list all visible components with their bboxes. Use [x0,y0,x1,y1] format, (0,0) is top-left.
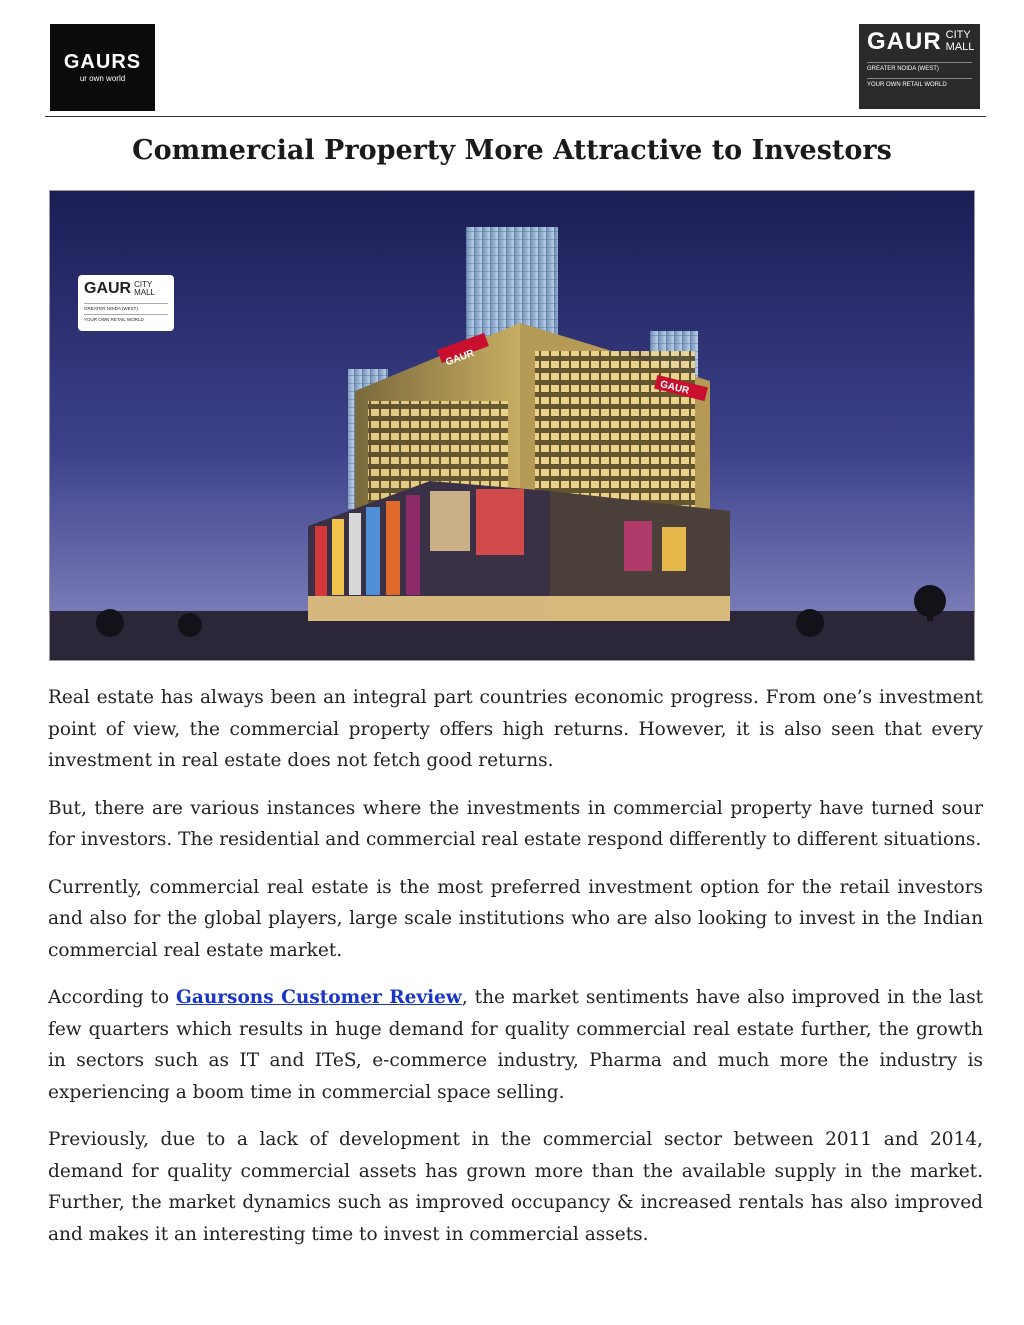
gaurs-logo-tagline: ur own world [79,74,126,83]
paragraph-4-lead: According to [48,987,177,1008]
article-title: Commercial Property More Attractive to Investors [132,135,892,166]
paragraph-1: Real estate has always been an integral part countries economic progress. From one’s investment point of view, the commercial property offers high returns. However, it is also seen that every investment in real estate does not fetch good returns. [48,687,983,771]
gaur-city-mall-logo-line1: CITY [945,29,971,42]
gaur-city-mall-logo-brand: GAUR [867,28,942,55]
header-divider [45,116,986,117]
paragraph-4-rest: , the market sentiments have also improved in the last few quarters which results in huge demand for quality commercial real estate further, the growth in sectors such as IT and ITeS, e-commerce industry, Pharma and much more the industry is experiencing a boom time in commercial space selling. [48,987,983,1103]
gaurs-logo-brand: GAURS [63,51,142,73]
mall-building-image [49,190,975,661]
badge-line2: MALL [134,288,156,297]
gaur-city-mall-logo-line2: MALL [945,41,975,53]
badge-slogan: YOUR OWN RETAIL WORLD [84,314,168,322]
paragraph-2: But, there are various instances where the investments in commercial property have turned sour for investors. The residential and commercial real estate respond differently to different situations. [48,797,983,850]
badge-location: GREATER NOIDA (WEST) [84,303,168,311]
article-body [48,682,983,1266]
paragraph-5: Previously, due to a lack of development in the commercial sector between 2011 and 2014, demand for quality commercial assets has grown more than the available supply in the market. Further, the market dynamics such as improved occupancy & increased rentals has also improved and makes it an interesting time to invest in commercial assets. [48,1129,983,1245]
badge-brand: GAUR [84,280,132,297]
building-sign-right-text: GAUR [658,379,691,397]
building-sign-left-text: GAUR [444,347,476,369]
paragraph-3: Currently, commercial real estate is the most preferred investment option for the retail investors and also for the global players, large scale institutions who are also looking to invest in the Indian commercial real estate market. [48,876,983,961]
paragraph-4 [48,982,983,1108]
gaursons-customer-review-link[interactable]: Gaursons Customer Review [176,987,462,1008]
gaur-city-mall-logo-slogan: YOUR OWN RETAIL WORLD [867,78,972,88]
gaur-city-mall-logo [859,24,980,109]
gaur-city-mall-badge [78,275,174,331]
gaur-city-mall-logo-location: GREATER NOIDA (WEST) [867,62,972,72]
badge-line1: CITY [134,280,153,289]
gaurs-logo [50,24,155,111]
